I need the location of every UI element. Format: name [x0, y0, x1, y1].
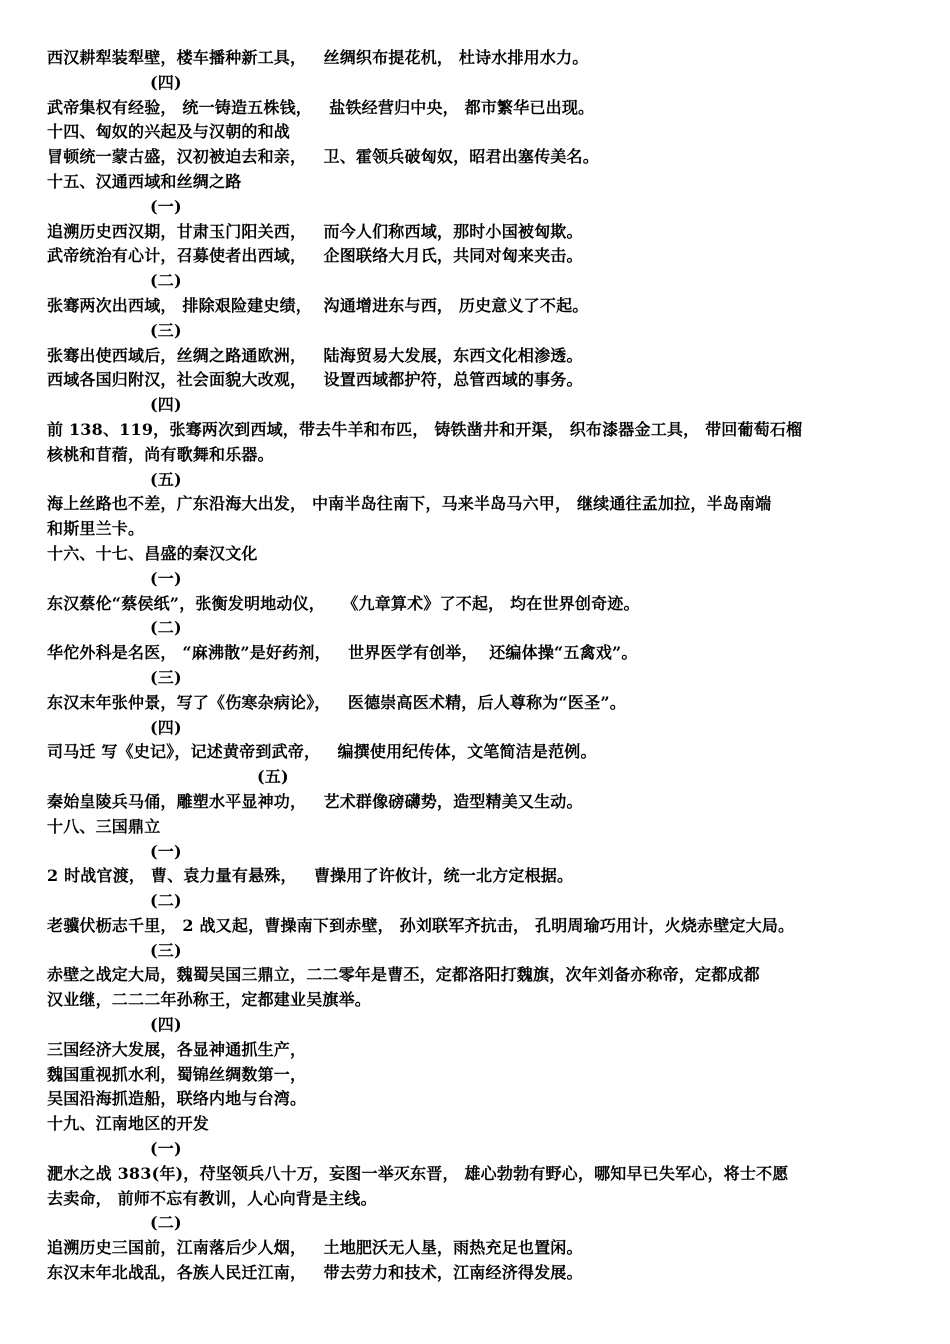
text-line-2: 武帝集权有经验， 统一铸造五株钱， 盐铁经营归中央， 都市繁华已出现。	[47, 97, 595, 117]
text-line-12: 张骞出使西域后，丝绸之路通欧洲， 陆海贸易大发展，东西文化相渗透。	[47, 345, 583, 365]
text-line-42: 吴国沿海抓造船，联络内地与台湾。	[47, 1089, 307, 1109]
text-line-18: 海上丝路也不差，广东沿海大出发， 中南半岛往南下，马来半岛马六甲， 继续通往孟加拉，半岛南端	[47, 494, 772, 514]
text-line-13: 西域各国归附汉，社会面貌大改观， 设置西域都护符，总管西域的事务。	[47, 370, 583, 390]
text-line-48: 追溯历史三国前，江南落后少人烟， 土地肥沃无人垦，雨热充足也置闲。	[47, 1238, 583, 1258]
text-line-35: 老骥伏枥志千里， 2 战又起，曹操南下到赤壁， 孙刘联军齐抗击， 孔明周瑜巧用计，火烧赤壁定大局。	[47, 915, 795, 935]
text-line-0: 西汉耕犁装犁壁，楼车播种新工具， 丝绸织布提花机， 杜诗水排用水力。	[47, 48, 589, 67]
text-line-37: 赤壁之战定大局，魏蜀吴国三鼎立，二二零年是曹丕，定都洛阳打魏旗，次年刘备亦称帝，定都成都	[47, 965, 760, 985]
section-marker-9: (二)	[150, 271, 182, 291]
section-marker-25: (三)	[150, 667, 182, 687]
text-line-10: 张骞两次出西域， 排除艰险建史绩， 沟通增进东与西， 历史意义了不起。	[47, 295, 589, 315]
text-line-22: 东汉蔡伦“蔡侯纸”，张衡发明地动仪， 《九章算术》了不起， 均在世界创奇迹。	[47, 593, 640, 613]
section-marker-6: (一)	[150, 196, 182, 216]
section-marker-34: (二)	[150, 891, 182, 911]
section-marker-29: (五)	[257, 767, 289, 787]
text-line-20: 十六、十七、昌盛的秦汉文化	[47, 543, 258, 563]
text-line-26: 东汉末年张仲景，写了《伤寒杂病论》， 医德崇高医术精，后人尊称为“医圣”。	[47, 692, 626, 712]
section-marker-17: (五)	[150, 469, 182, 489]
section-marker-23: (二)	[150, 618, 182, 638]
text-line-41: 魏国重视抓水利，蜀锦丝绸数第一，	[47, 1064, 307, 1084]
text-line-43: 十九、江南地区的开发	[47, 1114, 210, 1134]
text-line-49: 东汉末年北战乱，各族人民迁江南， 带去劳力和技术，江南经济得发展。	[47, 1263, 583, 1283]
text-line-16: 核桃和苜蓿，尚有歌舞和乐器。	[47, 444, 274, 464]
text-line-30: 秦始皇陵兵马俑，雕塑水平显神功， 艺术群像磅礴势，造型精美又生动。	[47, 791, 583, 811]
text-line-4: 冒顿统一蒙古盛，汉初被迫去和亲， 卫、霍领兵破匈奴，昭君出塞传美名。	[47, 147, 599, 167]
text-line-31: 十八、三国鼎立	[47, 816, 161, 836]
section-marker-21: (一)	[150, 568, 182, 588]
text-line-19: 和斯里兰卡。	[47, 519, 145, 539]
section-marker-36: (三)	[150, 940, 182, 960]
document-page	[47, 46, 917, 1286]
text-line-3: 十四、匈奴的兴起及与汉朝的和战	[47, 122, 291, 142]
text-line-28: 司马迁 写《史记》，记述黄帝到武帝， 编撰使用纪传体，文笔简洁是范例。	[47, 742, 597, 762]
text-line-15: 前 138、119，张骞两次到西域，带去牛羊和布匹， 铸铁凿井和开渠， 织布漆器金工具， 带回葡萄石榴	[47, 419, 803, 439]
text-line-5: 十五、汉通西域和丝绸之路	[47, 171, 242, 191]
section-marker-11: (三)	[150, 320, 182, 340]
section-marker-32: (一)	[150, 841, 182, 861]
text-line-46: 去卖命， 前师不忘有教训，人心向背是主线。	[47, 1188, 377, 1208]
section-marker-44: (一)	[150, 1139, 182, 1159]
text-line-45: 淝水之战 383(年)，苻坚领兵八十万，妄图一举灭东晋， 雄心勃勃有野心，哪知早已失军心，将士不愿	[47, 1163, 789, 1183]
section-marker-27: (四)	[150, 717, 182, 737]
text-line-38: 汉业继，二二二年孙称王，定都建业吴旗举。	[47, 990, 372, 1010]
text-line-7: 追溯历史西汉期，甘肃玉门阳关西， 而今人们称西域，那时小国被匈欺。	[47, 221, 583, 241]
text-line-24: 华佗外科是名医， “麻沸散”是好药剂， 世界医学有创举， 还编体操“五禽戏”。	[47, 643, 638, 663]
text-line-8: 武帝统治有心计，召募使者出西域， 企图联络大月氏，共同对匈来夹击。	[47, 246, 583, 266]
section-marker-1: (四)	[150, 72, 182, 92]
text-line-40: 三国经济大发展，各显神通抓生产，	[47, 1039, 307, 1059]
text-line-33: 2 时战官渡， 曹、袁力量有悬殊， 曹操用了许攸计，统一北方定根据。	[47, 866, 574, 886]
section-marker-47: (二)	[150, 1213, 182, 1233]
section-marker-39: (四)	[150, 1015, 182, 1035]
section-marker-14: (四)	[150, 395, 182, 415]
